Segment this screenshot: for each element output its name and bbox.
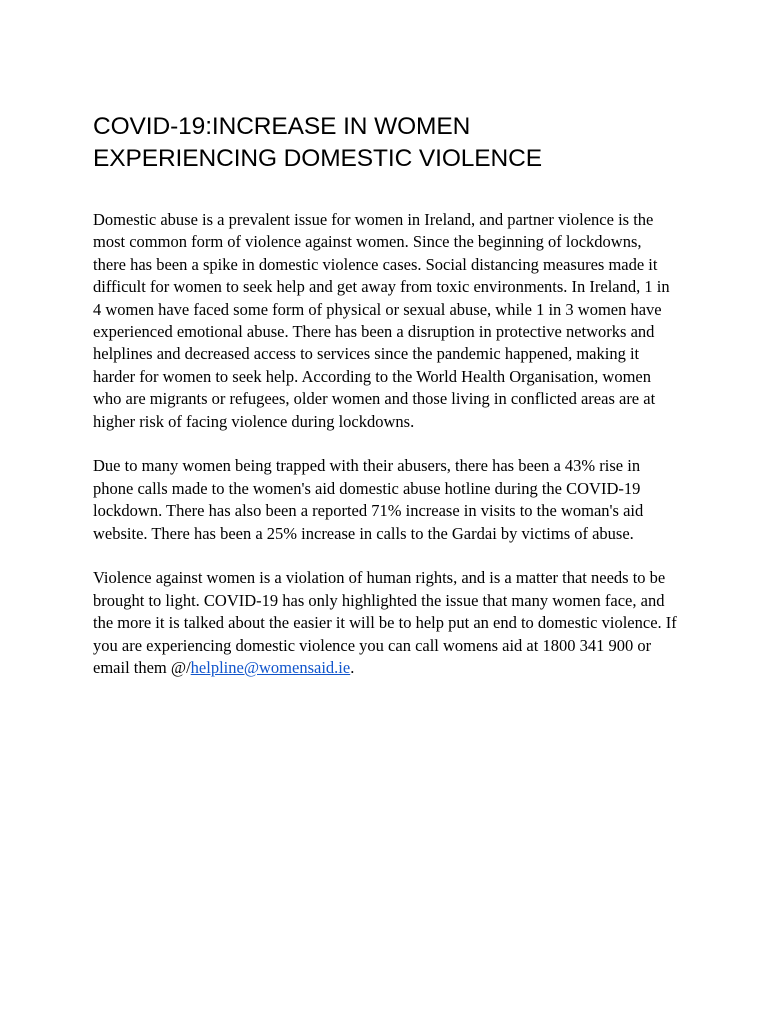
paragraph-3 [93, 567, 678, 679]
paragraph-1: Domestic abuse is a prevalent issue for women in Ireland, and partner violence is the most common form of violence against women. Since the beginning of lockdowns, there has been a spike in domestic violence cases. Social distancing measures made it difficult for women to seek help and get away from toxic environments. In Ireland, 1 in 4 women have faced some form of physical or sexual abuse, while 1 in 3 women have experienced emotional abuse. There has been a disruption in protective networks and helplines and decreased access to services since the pandemic happened, making it harder for women to seek help. According to the World Health Organisation, women who are migrants or refugees, older women and those living in conflicted areas are at higher risk of facing violence during lockdowns. [93, 210, 670, 431]
title-line-2: EXPERIENCING DOMESTIC VIOLENCE [93, 145, 542, 172]
paragraph-3-end: . [350, 658, 355, 678]
email-link[interactable]: helpline@womensaid.ie [190, 658, 351, 678]
paragraph-3-text: Violence against women is a violation of human rights, and is a matter that needs to be brought to light. COVID-19 has only highlighted the issue that many women face, and the more it is talked about the easier it will be to help put an end to domestic violence. If you are experiencing domestic violence you can call womens aid at 1800 341 900 or email them @/ [93, 568, 677, 678]
document-page [93, 111, 678, 702]
title-line-1: COVID-19:INCREASE IN WOMEN [93, 113, 471, 140]
paragraph-2: Due to many women being trapped with their abusers, there has been a 43% rise in phone calls made to the women's aid domestic abuse hotline during the COVID-19 lockdown. There has also been a reported 71% increase in visits to the woman's aid website. There has been a 25% increase in calls to the Gardai by victims of abuse. [93, 456, 644, 543]
document-title [93, 111, 678, 175]
